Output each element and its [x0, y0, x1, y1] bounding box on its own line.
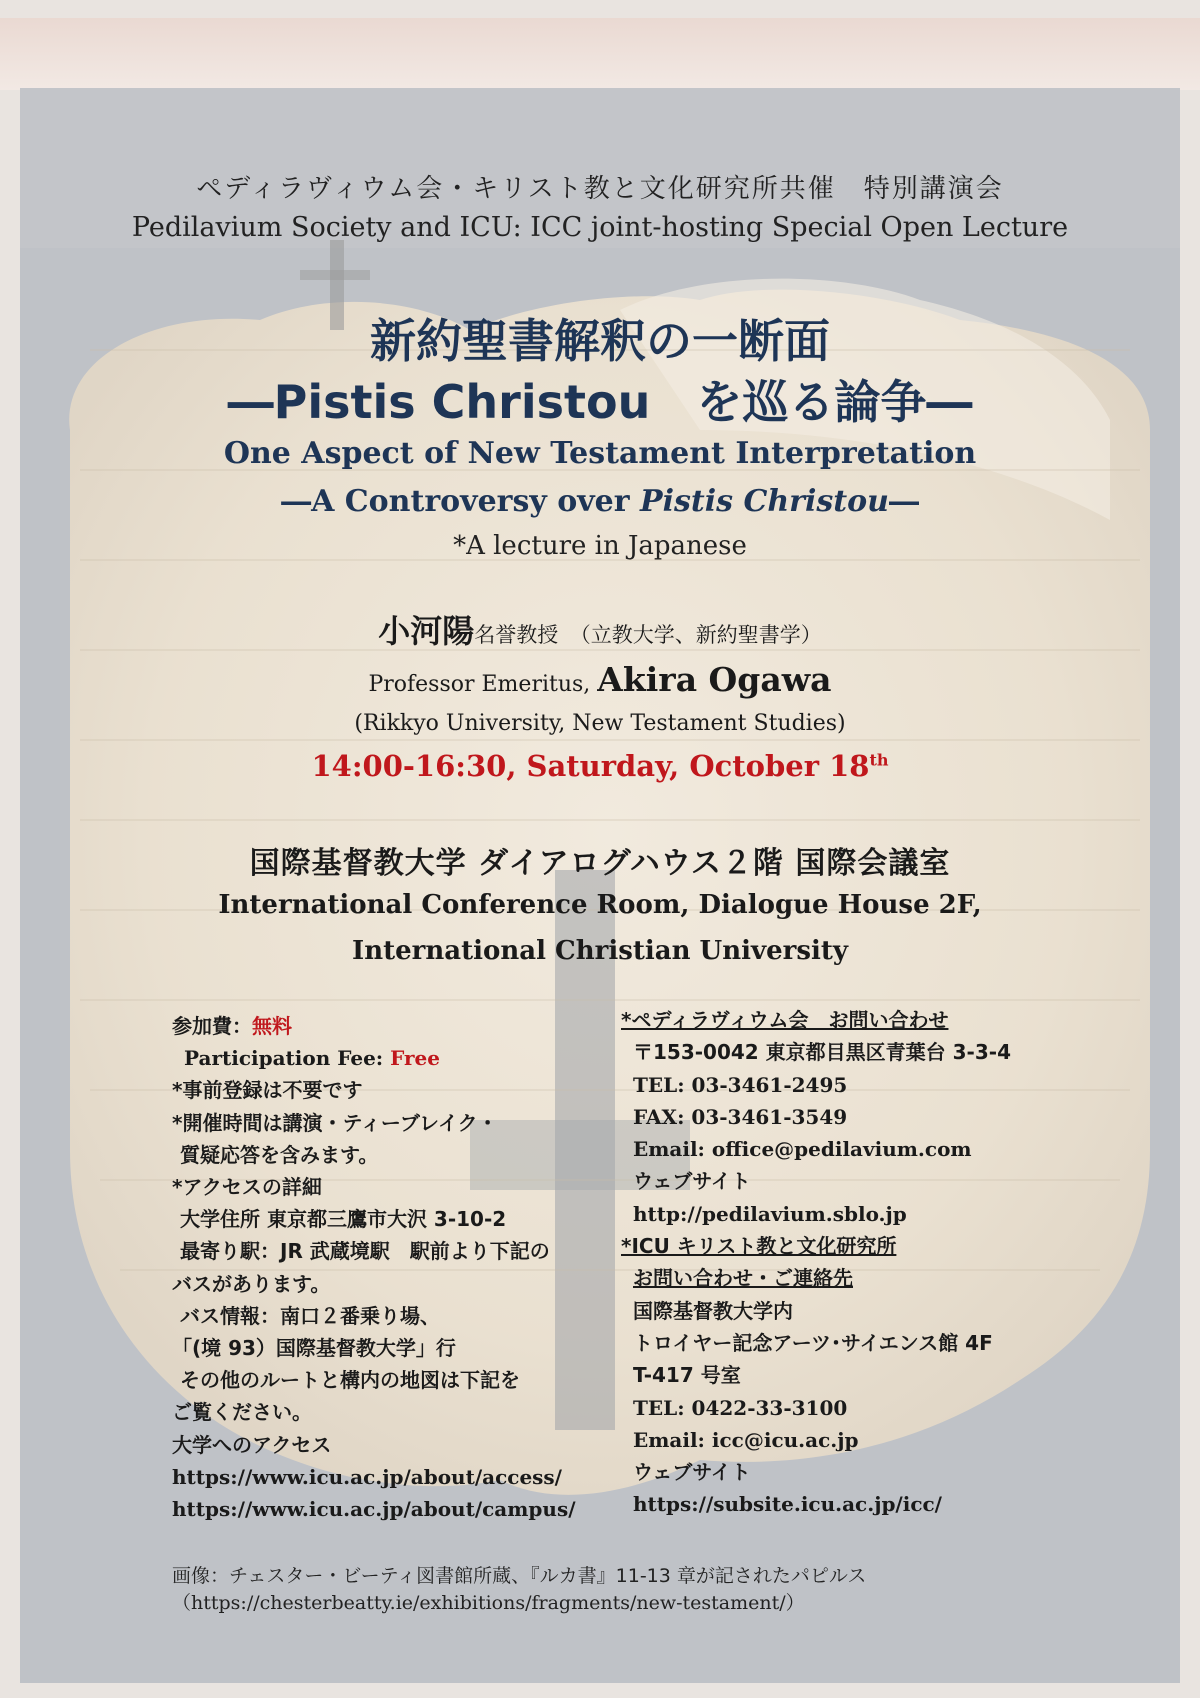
contact-line: ウェブサイト: [633, 1169, 751, 1194]
contact-line: 〒153-0042 東京都目黒区青葉台 3-3-4: [633, 1040, 1011, 1065]
speaker-rank-en: Professor Emeritus,: [368, 672, 591, 697]
info-line: バスがあります。: [172, 1271, 331, 1296]
speaker-affiliation-en: (Rikkyo University, New Testament Studies): [354, 711, 846, 736]
info-line: *アクセスの詳細: [172, 1175, 322, 1200]
icc-website-link[interactable]: https://subsite.icu.ac.jp/icc/: [633, 1492, 942, 1517]
access-link[interactable]: https://www.icu.ac.jp/about/access/: [172, 1464, 562, 1489]
fee-en: [172, 1042, 592, 1074]
speaker-name-en: Akira Ogawa: [597, 660, 832, 699]
lecture-title-jp-line2: ―Pistis Christou を巡る論争―: [227, 375, 973, 429]
campus-link[interactable]: https://www.icu.ac.jp/about/campus/: [172, 1497, 576, 1522]
pedilavium-contact-heading: *ペディラヴィウム会 お問い合わせ: [621, 1008, 949, 1032]
title-en-suffix: ―: [888, 484, 919, 519]
icc-contact-heading: *ICU キリスト教と文化研究所: [621, 1234, 897, 1259]
info-line: ご覧ください。: [172, 1400, 312, 1425]
cohost-heading-en: Pedilavium Society and ICU: ICC joint-hosting Special Open Lecture: [131, 212, 1069, 243]
title-en-italic: Pistis Christou: [640, 484, 889, 519]
image-credit-jp: 画像：チェスター・ビーティ図書館所蔵、『ルカ書』11-13 章が記されたパピルス: [172, 1565, 867, 1587]
info-line: 大学へのアクセス: [172, 1432, 332, 1457]
info-line: 大学住所 東京都三鷹市大沢 3-10-2: [180, 1207, 507, 1232]
image-credit-url[interactable]: （https://chesterbeatty.ie/exhibitions/fragments/new-testament/）: [172, 1592, 805, 1614]
icc-email-link[interactable]: Email: icc@icu.ac.jp: [633, 1427, 859, 1452]
contact-info: [621, 1004, 1061, 1521]
lecture-title-en-line2: [0, 484, 1200, 519]
info-line: バス情報：南口２番乗り場、: [180, 1303, 440, 1328]
cohost-heading-jp: ペディラヴィウム会・キリスト教と文化研究所共催 特別講演会: [196, 174, 1004, 204]
contact-line: 国際基督教大学内: [633, 1298, 793, 1323]
venue-en-line1: International Conference Room, Dialogue House 2F,: [218, 890, 982, 920]
contact-line: ウェブサイト: [633, 1460, 751, 1485]
info-line: *開催時間は講演・ティーブレイク・: [172, 1110, 498, 1135]
speaker-name-jp: 小河陽: [378, 612, 475, 650]
speaker-en: [0, 660, 1200, 699]
contact-line: TEL: 03-3461-2495: [633, 1072, 848, 1097]
info-line: その他のルートと構内の地図は下記を: [180, 1368, 520, 1393]
fee-label-jp: 参加費：: [172, 1014, 252, 1038]
info-line: 最寄り駅：JR 武蔵境駅 駅前より下記の: [180, 1239, 550, 1264]
venue-en-line2: International Christian University: [352, 936, 848, 966]
icc-contact-subheading: お問い合わせ・ご連絡先: [633, 1266, 853, 1291]
language-note: *A lecture in Japanese: [453, 531, 747, 561]
speaker-affiliation-jp: （立教大学、新約聖書学）: [580, 623, 822, 647]
contact-line: TEL: 0422-33-3100: [633, 1395, 848, 1420]
participation-info: [172, 1010, 592, 1525]
lecture-title-en-line1: One Aspect of New Testament Interpretation: [223, 436, 977, 471]
info-line: 「(境 93）国際基督教大学」行: [172, 1336, 456, 1361]
datetime-text: 14:00-16:30, Saturday, October 18: [311, 749, 870, 783]
contact-line: T-417 号室: [633, 1363, 741, 1388]
image-credit: [172, 1563, 866, 1617]
info-line: 質疑応答を含みます。: [180, 1142, 379, 1167]
fee-jp: [172, 1010, 592, 1042]
event-datetime: [0, 749, 1200, 783]
title-en-prefix: ―A Controversy over: [281, 484, 641, 519]
speaker-rank-jp: 名誉教授: [474, 623, 559, 647]
pedilavium-website-link[interactable]: http://pedilavium.sblo.jp: [633, 1201, 907, 1226]
datetime-suffix: th: [869, 750, 889, 770]
fee-label-en: Participation Fee:: [184, 1046, 391, 1071]
contact-line: FAX: 03-3461-3549: [633, 1104, 848, 1129]
info-line: *事前登録は不要です: [172, 1078, 363, 1103]
speaker-jp: [0, 606, 1200, 652]
pedilavium-email-link[interactable]: Email: office@pedilavium.com: [633, 1137, 972, 1162]
fee-value-jp: 無料: [252, 1014, 292, 1038]
venue-jp: 国際基督教大学 ダイアログハウス２階 国際会議室: [249, 846, 951, 881]
lecture-title-jp-line1: 新約聖書解釈の一断面: [370, 314, 830, 368]
fee-value-en: Free: [390, 1046, 440, 1071]
contact-line: トロイヤー記念アーツ･サイエンス館 4F: [633, 1330, 993, 1355]
